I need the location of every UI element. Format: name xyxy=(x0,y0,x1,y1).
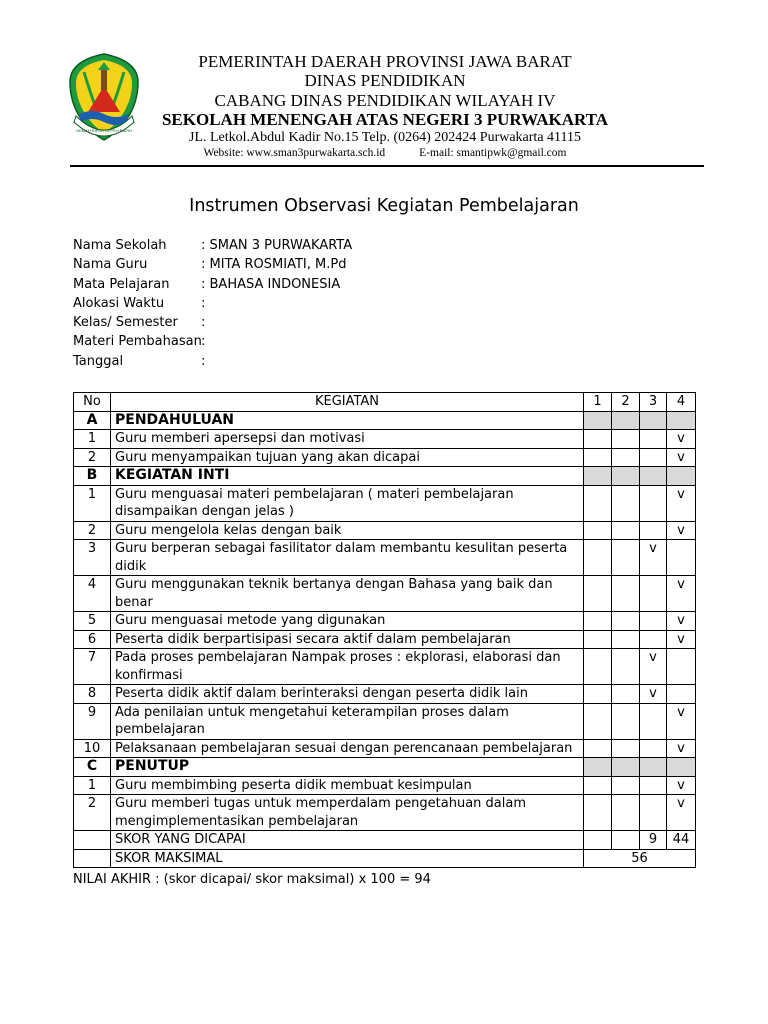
score-1-cell xyxy=(584,776,612,795)
row-activity: Guru menguasai metode yang digunakan xyxy=(111,612,584,631)
column-header: 4 xyxy=(667,393,696,412)
score-1-cell xyxy=(584,630,612,649)
info-value: : xyxy=(201,353,206,369)
row-activity: Guru menggunakan teknik bertanya dengan Bahasa yang baik dan benar xyxy=(111,576,584,612)
info-label: Kelas/ Semester xyxy=(73,315,178,331)
score-4-cell xyxy=(667,685,696,704)
section-score-cell xyxy=(584,411,612,430)
score-4-cell: v xyxy=(667,795,696,831)
section-label: PENDAHULUAN xyxy=(111,411,584,430)
score-1-cell xyxy=(584,649,612,685)
info-label: Alokasi Waktu xyxy=(73,295,165,311)
header-address: JL. Letkol.Abdul Kadir No.15 Telp. (0264) 202424 Purwakarta 41115 xyxy=(189,130,581,145)
row-number: 9 xyxy=(74,703,111,739)
column-header: 2 xyxy=(612,393,640,412)
header-divider xyxy=(70,165,704,167)
section-code: B xyxy=(74,467,111,486)
row-number: 10 xyxy=(74,739,111,758)
table-row xyxy=(74,795,696,831)
score-4-cell: v xyxy=(667,703,696,739)
row-number: 2 xyxy=(74,448,111,467)
score-3-cell xyxy=(640,576,667,612)
observation-table xyxy=(73,392,696,868)
score-2-cell xyxy=(612,485,640,521)
section-code: A xyxy=(74,411,111,430)
info-value: : xyxy=(201,315,206,331)
info-label: Nama Guru xyxy=(73,257,148,273)
row-number: 1 xyxy=(74,776,111,795)
info-label: Nama Sekolah xyxy=(73,238,167,253)
score-2-cell xyxy=(612,630,640,649)
row-number: 1 xyxy=(74,430,111,449)
score-3-cell xyxy=(640,630,667,649)
column-header: KEGIATAN xyxy=(111,393,584,412)
row-number: 6 xyxy=(74,630,111,649)
row-activity: Peserta didik berpartisipasi secara aktif dalam pembelajaran xyxy=(111,630,584,649)
score-1-cell xyxy=(584,430,612,449)
achieved-score-label: SKOR YANG DICAPAI xyxy=(111,831,584,850)
score-4-cell: v xyxy=(667,776,696,795)
section-score-cell xyxy=(640,411,667,430)
header-government: PEMERINTAH DAERAH PROVINSI JAWA BARAT xyxy=(198,52,572,71)
max-score-row xyxy=(74,849,696,868)
header-contact xyxy=(140,147,630,159)
score-3-cell: v xyxy=(640,540,667,576)
header-website: Website: www.sman3purwakarta.sch.id xyxy=(203,147,386,159)
score-4-cell: v xyxy=(667,739,696,758)
table-row xyxy=(74,576,696,612)
table-row xyxy=(74,649,696,685)
score-3-cell xyxy=(640,430,667,449)
score-4-cell xyxy=(667,649,696,685)
info-value: : SMAN 3 PURWAKARTA xyxy=(201,238,353,253)
empty-cell xyxy=(74,831,111,850)
column-header: No xyxy=(74,393,111,412)
row-activity: Ada penilaian untuk mengetahui keterampilan proses dalam pembelajaran xyxy=(111,703,584,739)
table-row xyxy=(74,448,696,467)
empty-cell xyxy=(74,849,111,868)
info-value: : MITA ROSMIATI, M.Pd xyxy=(201,257,347,273)
section-label: PENUTUP xyxy=(111,758,584,777)
score-4-cell: v xyxy=(667,521,696,540)
score-1-cell xyxy=(584,612,612,631)
info-row xyxy=(73,257,352,276)
document-title: Instrumen Observasi Kegiatan Pembelajaran xyxy=(189,196,579,216)
score-3-cell xyxy=(640,448,667,467)
table-row xyxy=(74,685,696,704)
achieved-score-row xyxy=(74,831,696,850)
achieved-score-1 xyxy=(584,831,612,850)
score-1-cell xyxy=(584,795,612,831)
header-department: DINAS PENDIDIKAN xyxy=(304,71,466,90)
score-4-cell: v xyxy=(667,430,696,449)
score-3-cell xyxy=(640,703,667,739)
section-row xyxy=(74,467,696,486)
score-2-cell xyxy=(612,430,640,449)
info-label: Mata Pelajaran xyxy=(73,276,170,292)
info-row xyxy=(73,277,352,296)
score-2-cell xyxy=(612,540,640,576)
header-branch: CABANG DINAS PENDIDIKAN WILAYAH IV xyxy=(214,91,556,110)
section-score-cell xyxy=(667,758,696,777)
header-email: E-mail: smantipwk@gmail.com xyxy=(419,147,567,159)
section-score-cell xyxy=(612,467,640,486)
info-value: : xyxy=(201,334,206,350)
table-row xyxy=(74,485,696,521)
info-block xyxy=(73,238,352,373)
score-1-cell xyxy=(584,521,612,540)
table-row xyxy=(74,540,696,576)
column-header: 3 xyxy=(640,393,667,412)
table-row xyxy=(74,776,696,795)
section-row xyxy=(74,758,696,777)
score-2-cell xyxy=(612,703,640,739)
table-header-row xyxy=(74,393,696,412)
score-3-cell xyxy=(640,739,667,758)
section-code: C xyxy=(74,758,111,777)
score-2-cell xyxy=(612,576,640,612)
score-1-cell xyxy=(584,485,612,521)
info-value: : xyxy=(201,295,206,311)
achieved-score-4: 44 xyxy=(667,831,696,850)
row-activity: Pelaksanaan pembelajaran sesuai dengan perencanaan pembelajaran xyxy=(111,739,584,758)
score-2-cell xyxy=(612,612,640,631)
info-row xyxy=(73,334,352,353)
table-row xyxy=(74,739,696,758)
score-3-cell: v xyxy=(640,649,667,685)
table-row xyxy=(74,630,696,649)
row-activity: Guru memberi tugas untuk memperdalam pengetahuan dalam mengimplementasikan pembelajaran xyxy=(111,795,584,831)
info-label: Materi Pembahasan xyxy=(73,334,202,350)
table-row xyxy=(74,703,696,739)
section-score-cell xyxy=(612,758,640,777)
table-row xyxy=(74,612,696,631)
column-header: 1 xyxy=(584,393,612,412)
score-3-cell xyxy=(640,485,667,521)
table-row xyxy=(74,521,696,540)
info-value: : BAHASA INDONESIA xyxy=(201,276,341,292)
section-score-cell xyxy=(667,411,696,430)
score-3-cell xyxy=(640,521,667,540)
achieved-score-3: 9 xyxy=(640,831,667,850)
score-1-cell xyxy=(584,685,612,704)
row-number: 3 xyxy=(74,540,111,576)
row-number: 2 xyxy=(74,521,111,540)
row-activity: Guru berperan sebagai fasilitator dalam membantu kesulitan peserta didik xyxy=(111,540,584,576)
row-number: 1 xyxy=(74,485,111,521)
score-2-cell xyxy=(612,739,640,758)
logo-motto-text: GEMAH RIPAH REPEH RAPIH xyxy=(76,128,132,133)
section-score-cell xyxy=(612,411,640,430)
score-2-cell xyxy=(612,685,640,704)
score-4-cell: v xyxy=(667,612,696,631)
score-4-cell xyxy=(667,540,696,576)
score-1-cell xyxy=(584,703,612,739)
score-2-cell xyxy=(612,795,640,831)
section-score-cell xyxy=(584,467,612,486)
row-number: 7 xyxy=(74,649,111,685)
info-row xyxy=(73,354,352,373)
section-score-cell xyxy=(667,467,696,486)
row-activity: Guru memberi apersepsi dan motivasi xyxy=(111,430,584,449)
section-row xyxy=(74,411,696,430)
info-row xyxy=(73,315,352,334)
score-4-cell: v xyxy=(667,448,696,467)
score-1-cell xyxy=(584,576,612,612)
score-1-cell xyxy=(584,739,612,758)
score-3-cell xyxy=(640,795,667,831)
score-3-cell xyxy=(640,612,667,631)
achieved-score-2 xyxy=(612,831,640,850)
section-label: KEGIATAN INTI xyxy=(111,467,584,486)
max-score-value: 56 xyxy=(584,849,696,868)
row-activity: Guru menyampaikan tujuan yang akan dicapai xyxy=(111,448,584,467)
section-score-cell xyxy=(640,758,667,777)
score-4-cell: v xyxy=(667,576,696,612)
section-score-cell xyxy=(584,758,612,777)
row-number: 5 xyxy=(74,612,111,631)
jawa-barat-emblem-logo xyxy=(66,52,142,142)
final-score-text: NILAI AKHIR : (skor dicapai/ skor maksimal) x 100 = 94 xyxy=(73,872,431,887)
score-3-cell xyxy=(640,776,667,795)
row-number: 4 xyxy=(74,576,111,612)
score-3-cell: v xyxy=(640,685,667,704)
info-label: Tanggal xyxy=(73,353,124,369)
score-2-cell xyxy=(612,649,640,685)
score-1-cell xyxy=(584,448,612,467)
section-score-cell xyxy=(640,467,667,486)
row-number: 2 xyxy=(74,795,111,831)
row-number: 8 xyxy=(74,685,111,704)
row-activity: Pada proses pembelajaran Nampak proses : ekplorasi, elaborasi dan konfirmasi xyxy=(111,649,584,685)
row-activity: Peserta didik aktif dalam berinteraksi dengan peserta didik lain xyxy=(111,685,584,704)
row-activity: Guru menguasai materi pembelajaran ( materi pembelajaran disampaikan dengan jelas ) xyxy=(111,485,584,521)
score-4-cell: v xyxy=(667,485,696,521)
score-2-cell xyxy=(612,776,640,795)
info-row xyxy=(73,238,352,257)
score-2-cell xyxy=(612,448,640,467)
max-score-label: SKOR MAKSIMAL xyxy=(111,849,584,868)
info-row xyxy=(73,296,352,315)
table-row xyxy=(74,430,696,449)
row-activity: Guru mengelola kelas dengan baik xyxy=(111,521,584,540)
score-1-cell xyxy=(584,540,612,576)
score-4-cell: v xyxy=(667,630,696,649)
score-2-cell xyxy=(612,521,640,540)
header-school-name: SEKOLAH MENENGAH ATAS NEGERI 3 PURWAKARTA xyxy=(161,110,609,129)
row-activity: Guru membimbing peserta didik membuat kesimpulan xyxy=(111,776,584,795)
